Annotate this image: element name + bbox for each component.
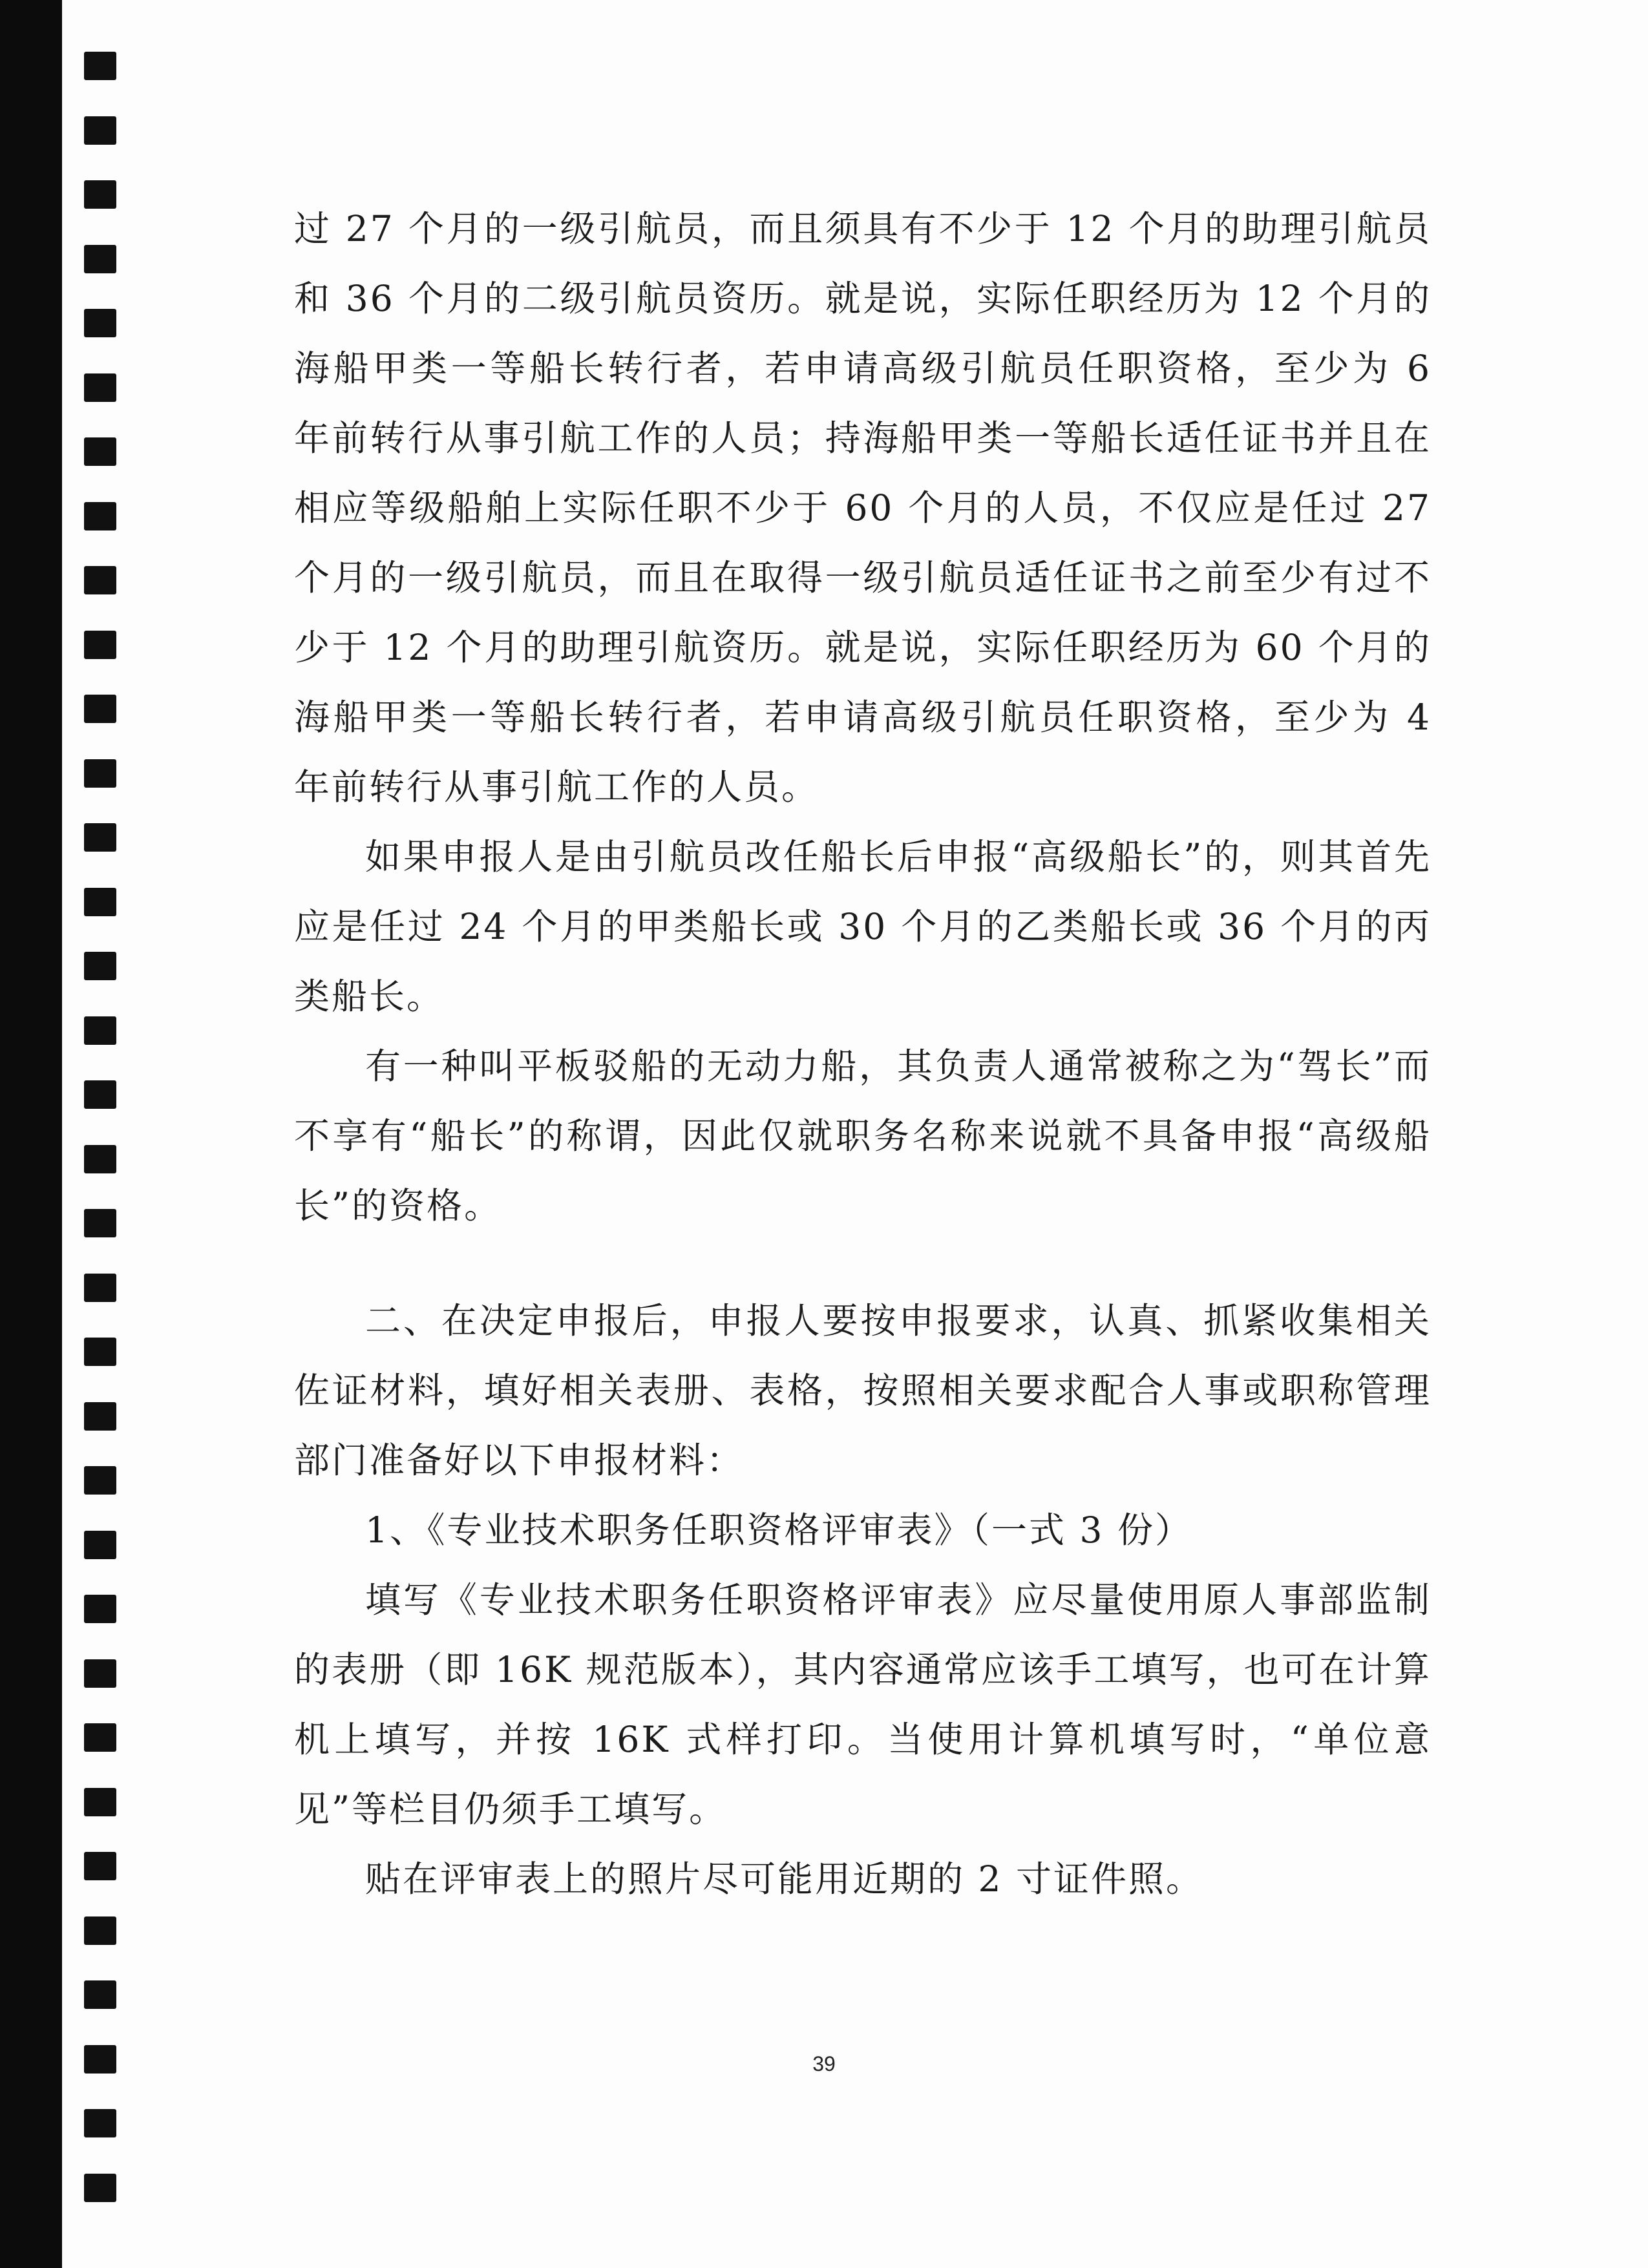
list-item-1: 1、《专业技术职务任职资格评审表》（一式 3 份） [365,1509,1192,1551]
binding-hole [84,952,116,980]
section-heading-2: 二、在决定申报后，申报人要按申报要求，认真、抓紧收集相关佐证材料，填好相关表册、表格，按照相关要求配合人事或职称管理部门准备好以下申报材料： [294,1300,1431,1481]
binding-hole [84,1338,116,1366]
binding-hole [84,1916,116,1945]
page-number: 39 [812,2052,836,2075]
binding-hole [84,1852,116,1880]
binding-hole [84,2109,116,2137]
binding-hole [84,566,116,594]
binding-hole [84,1274,116,1302]
binding-hole [84,695,116,723]
binding-hole [84,52,116,80]
binding-hole [84,631,116,659]
binding-hole [84,1980,116,2009]
paragraph-form-filling: 填写《专业技术职务任职资格评审表》应尽量使用原人事部监制的表册（即 16K 规范版本），其内容通常应该手工填写，也可在计算机上填写，并按 16K 式样打印。当使用计算机填写时，“单位意见”等栏目仍须手工填写。 [294,1579,1431,1830]
binding-holes [84,0,123,2268]
binding-hole [84,437,116,466]
binding-hole [84,1595,116,1623]
binding-hole [84,1080,116,1109]
binding-hole [84,2174,116,2202]
binding-hole [84,373,116,402]
binding-hole [84,1466,116,1495]
binding-hole [84,888,116,916]
binding-hole [84,1659,116,1688]
binding-hole [84,180,116,209]
binding-hole [84,116,116,145]
paragraph-barge-master: 有一种叫平板驳船的无动力船，其负责人通常被称之为“驾长”而不享有“船长”的称谓，因此仅就职务名称来说就不具备申报“高级船长”的资格。 [294,1045,1431,1226]
binding-hole [84,823,116,852]
binding-hole [84,245,116,273]
binding-hole [84,1145,116,1173]
paragraph-pilot-to-captain: 如果申报人是由引航员改任船长后申报“高级船长”的，则其首先应是任过 24 个月的甲类船长或 30 个月的乙类船长或 36 个月的丙类船长。 [294,836,1431,1017]
binding-hole [84,1402,116,1431]
binding-hole [84,759,116,788]
binding-hole [84,1788,116,1816]
binding-hole [84,1209,116,1237]
binding-hole [84,309,116,337]
binding-hole [84,1531,116,1559]
binding-hole [84,1723,116,1752]
binding-hole [84,502,116,530]
binding-edge [0,0,62,2268]
paragraph-pilot-qualification: 过 27 个月的一级引航员，而且须具有不少于 12 个月的助理引航员和 36 个月的二级引航员资历。就是说，实际任职经历为 12 个月的海船甲类一等船长转行者，若申请高级引航员任职资格，至少为 6 年前转行从事引航工作的人员；持海船甲类一等船长适任证书并且在相应等级船舶上实际任职不少于 60 个月的人员，不仅应是任过 27 个月的一级引航员，而且在取得一级引航员适任证书之前至少有过不少于 12 个月的助理引航资历。就是说，实际任职经历为 60 个月的海船甲类一等船长转行者，若申请高级引航员任职资格，至少为 4 年前转行从事引航工作的人员。 [294,208,1431,808]
paragraph-photo: 贴在评审表上的照片尽可能用近期的 2 寸证件照。 [365,1858,1203,1900]
binding-hole [84,1016,116,1045]
body-text [294,194,1431,1914]
